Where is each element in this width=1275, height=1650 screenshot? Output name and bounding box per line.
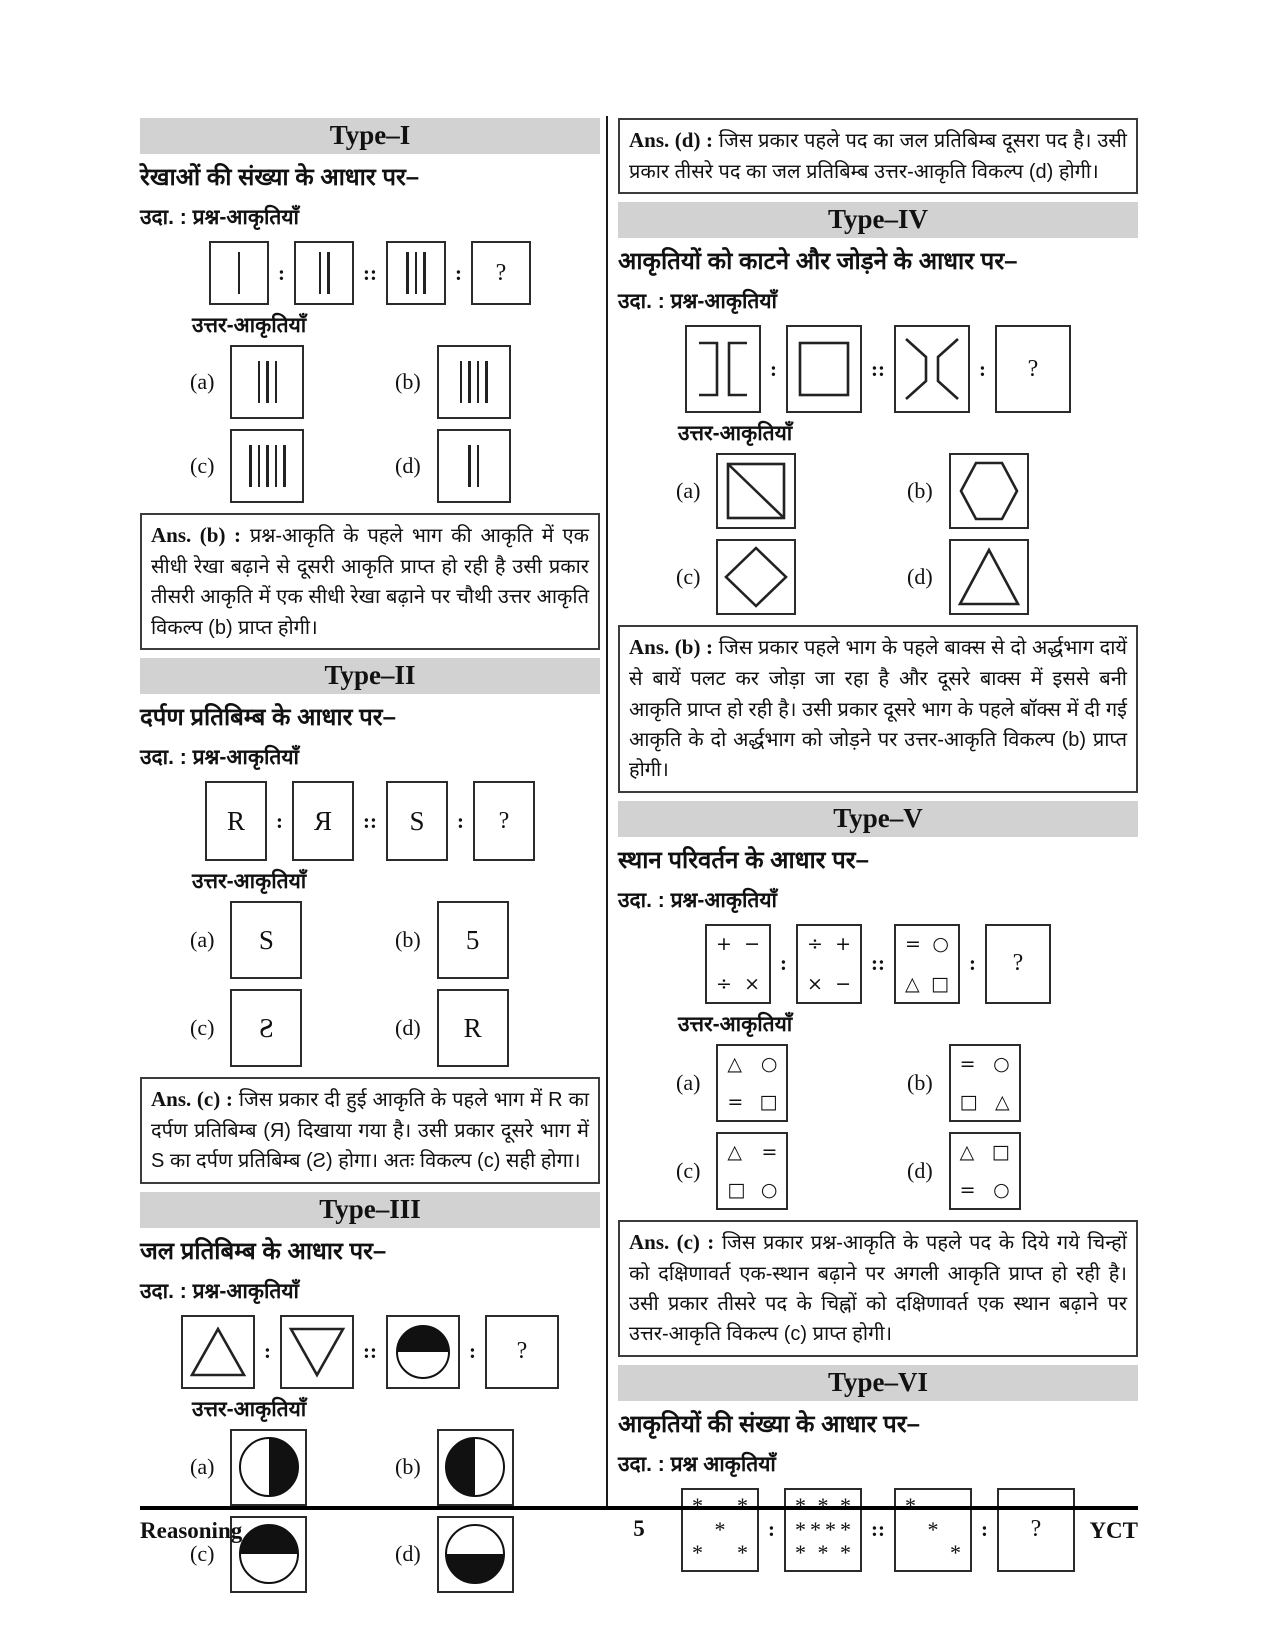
double-colon-separator: :: bbox=[871, 356, 885, 381]
option-label: (c) bbox=[676, 564, 701, 590]
type1-example-label: उदा. : प्रश्न-आकृतियाँ bbox=[140, 206, 300, 229]
figure-box-inner-square bbox=[786, 325, 862, 413]
figure-box-letter-S bbox=[386, 781, 448, 861]
option-figure-box bbox=[230, 901, 302, 979]
star: * bbox=[817, 1540, 829, 1566]
colon-separator: : bbox=[276, 808, 283, 833]
option-figure-box bbox=[230, 429, 304, 503]
star: * bbox=[905, 1492, 916, 1518]
figure-box-letter-R bbox=[205, 781, 267, 861]
star: * bbox=[737, 1540, 748, 1566]
symbol: △ bbox=[727, 1052, 743, 1075]
type1-header: Type–I bbox=[140, 118, 600, 154]
letter: S bbox=[258, 924, 274, 955]
star: * bbox=[825, 1516, 836, 1542]
colon-separator: : bbox=[469, 1339, 476, 1364]
symbol-grid bbox=[951, 1046, 1019, 1120]
option-figure-box bbox=[716, 1044, 788, 1122]
type4-example-label: उदा. : प्रश्न-आकृतियाँ bbox=[618, 290, 778, 314]
answer-text: जिस प्रकार पहले भाग के पहले बाक्स से दो अर्द्धभाग दायें से बायें पलट कर जोड़ा जा रहा है और दूसरे बाक्स में इससे बनी आकृति प्राप्त हो रही है। उसी प्रकार दूसरे भाग के पहले बॉक्स में दी गई आकृति के दो अर्द्धभाग को जोड़ने पर उत्तर-आकृति विकल्प (b) प्राप्त होगी। bbox=[629, 637, 1127, 782]
option-label: (a) bbox=[676, 478, 701, 504]
option-b bbox=[907, 453, 1138, 529]
type2-answer-figures-label: उत्तर-आकृतियाँ bbox=[192, 870, 307, 894]
option-c bbox=[676, 1132, 907, 1210]
type3-title: जल प्रतिबिम्ब के आधार पर– bbox=[140, 1237, 387, 1265]
triangle-icon bbox=[955, 546, 1023, 608]
option-figure-box bbox=[437, 901, 509, 979]
symbol: = bbox=[905, 932, 921, 955]
question-mark: ? bbox=[498, 807, 510, 834]
question-mark: ? bbox=[495, 259, 507, 286]
answer-prefix: Ans. (b) : bbox=[629, 635, 713, 660]
type3-header: Type–III bbox=[140, 1192, 600, 1228]
type2-question-figures bbox=[140, 781, 600, 861]
inner-square-icon bbox=[792, 331, 856, 407]
circle-top-black-icon bbox=[396, 1325, 450, 1379]
option-b bbox=[395, 1429, 600, 1506]
type6-example-label: उदा. : प्रश्न आकृतियाँ bbox=[618, 1452, 776, 1476]
colon-separator: : bbox=[979, 356, 986, 381]
option-d bbox=[395, 1516, 600, 1593]
symbol: = bbox=[959, 1052, 976, 1075]
footer-publisher: YCT bbox=[1089, 1518, 1138, 1543]
colon-separator: : bbox=[457, 808, 464, 833]
star-grid bbox=[786, 1490, 860, 1570]
letter: R bbox=[463, 1012, 482, 1043]
symbol: □ bbox=[759, 1090, 778, 1113]
option-figure-box bbox=[437, 989, 509, 1067]
option-figure-box bbox=[949, 453, 1029, 529]
figure-box-triangle-down bbox=[280, 1315, 354, 1389]
circle-right-black-icon bbox=[239, 1437, 299, 1497]
option-label: (d) bbox=[907, 1157, 933, 1183]
answer-prefix: Ans. (d) : bbox=[629, 128, 713, 152]
figure-box-split-brackets bbox=[685, 325, 761, 413]
star: * bbox=[795, 1492, 806, 1518]
triangle-down-icon bbox=[288, 1326, 346, 1378]
option-c bbox=[190, 429, 395, 503]
section-type5 bbox=[618, 801, 1138, 1357]
section-type4 bbox=[618, 202, 1138, 792]
symbol: = bbox=[761, 1140, 778, 1163]
option-a bbox=[190, 345, 395, 419]
figure-box-question-mark bbox=[997, 1488, 1075, 1572]
symbol: + bbox=[716, 932, 732, 955]
option-label: (c) bbox=[676, 1157, 701, 1183]
type6-question-figures bbox=[618, 1488, 1138, 1572]
option-c bbox=[190, 989, 395, 1067]
star: * bbox=[817, 1492, 829, 1518]
figure-box-hexagon-halves bbox=[894, 325, 970, 413]
type1-answer-box bbox=[140, 513, 600, 650]
type4-header: Type–IV bbox=[618, 202, 1138, 238]
option-label: (c) bbox=[190, 453, 215, 478]
star: * bbox=[840, 1516, 851, 1542]
symbol: ÷ bbox=[807, 932, 823, 955]
symbol: ÷ bbox=[716, 972, 732, 995]
type5-question-figures bbox=[618, 924, 1138, 1004]
figure-box-question-mark bbox=[985, 924, 1051, 1004]
double-colon-separator: :: bbox=[871, 951, 885, 976]
option-figure-box bbox=[437, 1429, 514, 1506]
option-figure-box bbox=[716, 539, 796, 615]
symbol: × bbox=[744, 972, 760, 995]
symbol: △ bbox=[995, 1090, 1010, 1113]
hexagon-halves-icon bbox=[900, 331, 964, 407]
type2-title: दर्पण प्रतिबिम्ब के आधार पर– bbox=[140, 704, 396, 732]
type4-question-figures bbox=[618, 325, 1138, 413]
lines-figure bbox=[460, 361, 488, 403]
symbol: − bbox=[744, 932, 760, 955]
option-b bbox=[907, 1044, 1138, 1122]
figure-box-3-stars bbox=[894, 1488, 972, 1572]
answer-text: जिस प्रकार प्रश्न-आकृति के पहले पद के दिये गये चिन्हों को दक्षिणावर्त एक-स्थान बढ़ाने पर अगली आकृति प्राप्त हो रही है। उसी प्रकार तीसरे पद के चिह्नों को दक्षिणावर्त एक स्थान बढ़ाने पर उत्तर-आकृति विकल्प (c) प्राप्त होगी। bbox=[629, 1231, 1127, 1346]
colon-separator: : bbox=[278, 260, 285, 285]
lines-figure bbox=[258, 361, 278, 403]
section-type2 bbox=[140, 658, 600, 1184]
type2-header: Type–II bbox=[140, 658, 600, 694]
type5-title: स्थान परिवर्तन के आधार पर– bbox=[618, 846, 869, 874]
type3-question-figures bbox=[140, 1315, 600, 1389]
option-label: (a) bbox=[190, 369, 215, 394]
type1-answer-figures-label: उत्तर-आकृतियाँ bbox=[192, 314, 307, 337]
type6-title: आकृतियों की संख्या के आधार पर– bbox=[618, 1410, 920, 1438]
star-grid bbox=[896, 1490, 970, 1570]
option-figure-box bbox=[230, 1429, 307, 1506]
option-label: (d) bbox=[395, 1541, 421, 1567]
option-label: (a) bbox=[190, 1454, 215, 1480]
type3-answer-box bbox=[618, 118, 1138, 194]
type5-answer-figures-label: उत्तर-आकृतियाँ bbox=[678, 1012, 793, 1036]
option-label: (b) bbox=[907, 1069, 933, 1095]
option-d bbox=[907, 539, 1138, 615]
option-figure-box bbox=[949, 539, 1029, 615]
figure-box-symbols bbox=[894, 924, 960, 1004]
symbol-grid bbox=[718, 1134, 786, 1208]
star: * bbox=[810, 1516, 821, 1542]
symbol: + bbox=[835, 932, 851, 955]
symbol: = bbox=[727, 1090, 744, 1113]
circle-top-black-icon bbox=[239, 1524, 299, 1584]
type4-title: आकृतियों को काटने और जोड़ने के आधार पर– bbox=[618, 248, 1018, 276]
answer-text: प्रश्न-आकृति के पहले भाग की आकृति में एक सीधी रेखा बढ़ाने से दूसरी आकृति प्राप्त हो रही है उसी प्रकार तीसरी आकृति में एक सीधी रेखा बढ़ाने पर चौथी उत्तर आकृति विकल्प (b) प्राप्त होगी। bbox=[151, 525, 589, 639]
option-figure-box bbox=[437, 429, 511, 503]
type1-title: रेखाओं की संख्या के आधार पर– bbox=[140, 164, 420, 191]
option-label: (b) bbox=[395, 927, 421, 953]
figure-box-3-lines bbox=[386, 241, 446, 305]
lines-figure bbox=[238, 252, 241, 294]
symbol: × bbox=[807, 972, 823, 995]
type4-answer-figures-label: उत्तर-आकृतियाँ bbox=[678, 422, 793, 446]
type4-options bbox=[618, 453, 1138, 615]
option-figure-box bbox=[437, 1516, 514, 1593]
type5-example-label: उदा. : प्रश्न-आकृतियाँ bbox=[618, 888, 778, 912]
star: * bbox=[795, 1516, 806, 1542]
star: * bbox=[840, 1492, 851, 1518]
symbol-grid bbox=[896, 926, 958, 1002]
option-label: (b) bbox=[395, 1454, 421, 1480]
symbol: △ bbox=[727, 1140, 743, 1163]
lines-figure bbox=[406, 252, 426, 294]
split-square-brackets-icon bbox=[691, 331, 755, 407]
section-type6 bbox=[618, 1365, 1138, 1572]
symbol: △ bbox=[959, 1140, 975, 1163]
option-d bbox=[395, 429, 600, 503]
footer-page-number: 5 bbox=[633, 1516, 645, 1541]
double-colon-separator: :: bbox=[363, 1339, 377, 1364]
option-c bbox=[676, 539, 907, 615]
symbol: = bbox=[959, 1178, 976, 1201]
option-figure-box bbox=[949, 1132, 1021, 1210]
symbol: ○ bbox=[760, 1178, 778, 1201]
symbol: △ bbox=[905, 972, 920, 995]
star: * bbox=[927, 1516, 939, 1542]
option-b bbox=[395, 345, 600, 419]
hexagon-icon bbox=[955, 459, 1023, 523]
symbol: □ bbox=[959, 1090, 978, 1113]
letter: S bbox=[409, 805, 425, 836]
answer-text: जिस प्रकार पहले पद का जल प्रतिबिम्ब दूसरा पद है। उसी प्रकार तीसरे पद का जल प्रतिबिम्ब उत्तर-आकृति विकल्प (d) होगी। bbox=[629, 130, 1127, 183]
triangle-up-icon bbox=[189, 1326, 247, 1378]
answer-prefix: Ans. (b) : bbox=[151, 523, 241, 547]
double-colon-separator: :: bbox=[363, 260, 377, 285]
star: * bbox=[714, 1516, 726, 1542]
type2-example-label: उदा. : प्रश्न-आकृतियाँ bbox=[140, 746, 300, 770]
page-footer bbox=[140, 1506, 1138, 1543]
symbol: □ bbox=[991, 1140, 1010, 1163]
square-with-diagonal-icon bbox=[723, 460, 789, 522]
figure-box-question-mark bbox=[473, 781, 535, 861]
option-label: (d) bbox=[907, 564, 933, 590]
option-figure-box bbox=[230, 345, 304, 419]
star-grid bbox=[683, 1490, 757, 1570]
figure-box-triangle-up bbox=[181, 1315, 255, 1389]
figure-box-2-lines bbox=[294, 241, 354, 305]
type2-options bbox=[140, 901, 600, 1067]
lines-figure bbox=[468, 445, 479, 487]
answer-text: जिस प्रकार दी हुई आकृति के पहले भाग में R का दर्पण प्रतिबिम्ब (Я) दिखाया गया है। उसी प्रकार दूसरे भाग में S का दर्पण प्रतिबिम्ब (Ƨ) होगा। अतः विकल्प (c) सही होगा। bbox=[151, 1089, 590, 1173]
type4-answer-box bbox=[618, 625, 1138, 792]
option-a bbox=[676, 453, 907, 529]
figure-box-question-mark bbox=[485, 1315, 559, 1389]
type1-options bbox=[140, 345, 600, 503]
option-b bbox=[395, 901, 600, 979]
option-figure-box bbox=[716, 1132, 788, 1210]
symbol: ○ bbox=[760, 1052, 778, 1075]
option-figure-box bbox=[716, 453, 796, 529]
answer-prefix: Ans. (c) : bbox=[151, 1087, 233, 1112]
question-mark: ? bbox=[1030, 1516, 1042, 1543]
colon-separator: : bbox=[455, 260, 462, 285]
option-label: (d) bbox=[395, 1015, 421, 1041]
symbol: ○ bbox=[993, 1178, 1010, 1201]
circle-left-black-icon bbox=[445, 1437, 505, 1497]
symbol-grid bbox=[718, 1046, 786, 1120]
type1-question-figures bbox=[140, 241, 600, 305]
colon-separator: : bbox=[969, 951, 976, 976]
symbol: ○ bbox=[932, 932, 949, 955]
option-label: (a) bbox=[190, 927, 215, 953]
diamond-icon bbox=[722, 545, 790, 609]
symbol-grid bbox=[707, 926, 769, 1002]
type2-answer-box bbox=[140, 1077, 600, 1184]
figure-box-question-mark bbox=[471, 241, 531, 305]
colon-separator: : bbox=[768, 1517, 775, 1542]
colon-separator: : bbox=[770, 356, 777, 381]
option-label: (b) bbox=[395, 369, 421, 394]
option-label: (a) bbox=[676, 1069, 701, 1095]
type5-options bbox=[618, 1044, 1138, 1210]
letter: Ƨ bbox=[258, 1012, 274, 1043]
option-figure-box bbox=[949, 1044, 1021, 1122]
answer-prefix: Ans. (c) : bbox=[629, 1229, 715, 1254]
symbol: ○ bbox=[993, 1052, 1010, 1075]
double-colon-separator: :: bbox=[363, 808, 377, 833]
figure-box-mirror-R bbox=[292, 781, 354, 861]
symbol-grid bbox=[798, 926, 860, 1002]
lines-figure bbox=[249, 445, 286, 487]
option-d bbox=[907, 1132, 1138, 1210]
footer-subject: Reasoning bbox=[140, 1518, 243, 1543]
question-mark: ? bbox=[1012, 950, 1024, 977]
section-type1 bbox=[140, 118, 600, 650]
figure-box-1-line bbox=[209, 241, 269, 305]
colon-separator: : bbox=[264, 1339, 271, 1364]
option-a bbox=[190, 901, 395, 979]
type5-answer-box bbox=[618, 1220, 1138, 1357]
figure-box-question-mark bbox=[995, 325, 1071, 413]
figure-box-symbols bbox=[796, 924, 862, 1004]
symbol-grid bbox=[951, 1134, 1019, 1208]
figure-box-half-circle bbox=[386, 1315, 460, 1389]
figure-box-symbols bbox=[705, 924, 771, 1004]
question-mark: ? bbox=[516, 1338, 528, 1365]
option-a bbox=[676, 1044, 907, 1122]
letter: R bbox=[226, 805, 245, 836]
star: * bbox=[840, 1540, 851, 1566]
star: * bbox=[692, 1540, 703, 1566]
letter: Я bbox=[313, 805, 332, 836]
lines-figure bbox=[319, 252, 330, 294]
letter: 5 bbox=[465, 924, 480, 955]
type3-answer-figures-label: उत्तर-आकृतियाँ bbox=[192, 1397, 307, 1421]
type6-header: Type–VI bbox=[618, 1365, 1138, 1401]
type5-header: Type–V bbox=[618, 801, 1138, 837]
figure-box-10-stars bbox=[784, 1488, 862, 1572]
symbol: − bbox=[835, 972, 851, 995]
star: * bbox=[795, 1540, 806, 1566]
colon-separator: : bbox=[981, 1517, 988, 1542]
option-figure-box bbox=[230, 989, 302, 1067]
option-label: (b) bbox=[907, 478, 933, 504]
option-a bbox=[190, 1429, 395, 1506]
option-label: (c) bbox=[190, 1015, 215, 1041]
option-figure-box bbox=[437, 345, 511, 419]
star: * bbox=[950, 1540, 961, 1566]
option-label: (d) bbox=[395, 453, 421, 478]
figure-box-5-stars bbox=[681, 1488, 759, 1572]
symbol: □ bbox=[931, 972, 949, 995]
circle-bottom-black-icon bbox=[445, 1524, 505, 1584]
option-label: (c) bbox=[190, 1541, 215, 1567]
double-colon-separator: :: bbox=[871, 1517, 885, 1542]
star: * bbox=[692, 1492, 703, 1518]
colon-separator: : bbox=[780, 951, 787, 976]
type3-example-label: उदा. : प्रश्न-आकृतियाँ bbox=[140, 1279, 300, 1303]
option-d bbox=[395, 989, 600, 1067]
symbol: □ bbox=[727, 1178, 746, 1201]
star: * bbox=[737, 1492, 748, 1518]
question-mark: ? bbox=[1027, 355, 1039, 382]
